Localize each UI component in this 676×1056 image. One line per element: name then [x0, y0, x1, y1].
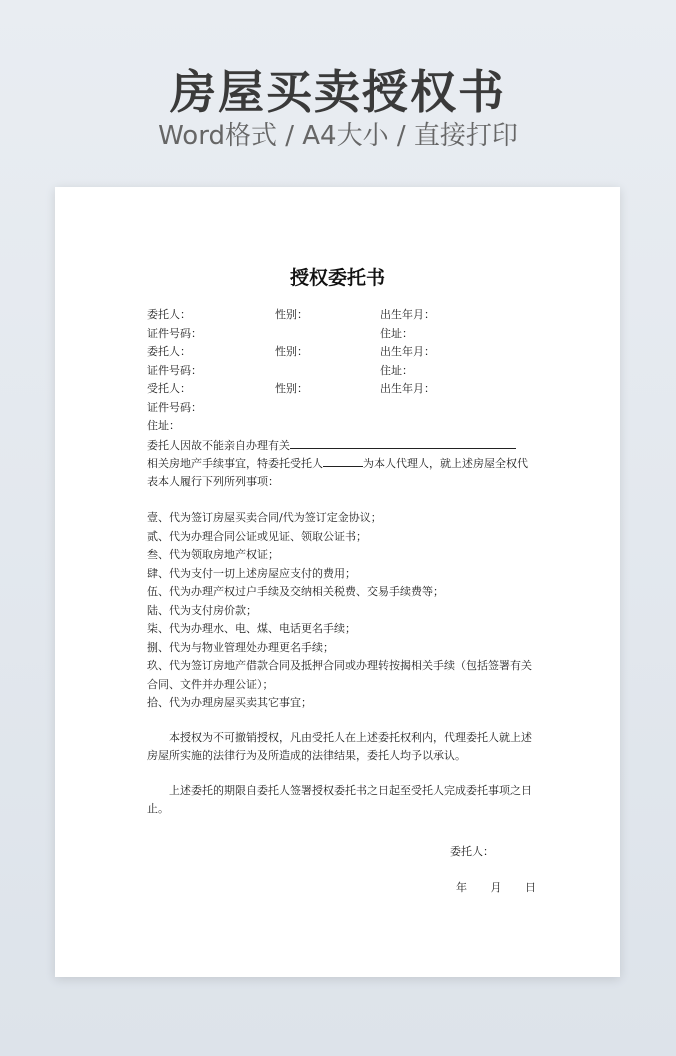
birth-label: 出生年月： — [380, 382, 435, 395]
party-row — [147, 399, 532, 418]
banner-title: 房屋买卖授权书 — [170, 65, 506, 119]
party-row — [147, 380, 532, 399]
list-item: 叁、代为领取房地产权证； — [147, 548, 279, 561]
list-item: 拾、代为办理房屋买卖其它事宜； — [147, 696, 312, 709]
id-number-label: 证件号码： — [147, 363, 202, 377]
list-item: 柒、代为办理水、电、煤、电话更名手续； — [147, 622, 356, 635]
authorized-items — [147, 509, 532, 713]
list-item: 捌、代为与物业管理处办理更名手续； — [147, 640, 334, 654]
list-item: 贰、代为办理合同公证或见证、领取公证书； — [147, 529, 367, 543]
gender-label: 性别： — [275, 382, 308, 395]
id-number-label: 证件号码： — [147, 400, 202, 414]
intro-line: 表本人履行下列所列事项： — [147, 474, 279, 488]
intro-text: 委托人因故不能亲自办理有关 — [147, 438, 290, 452]
gender-label: 性别： — [275, 345, 308, 358]
gender-label: 性别： — [275, 308, 308, 321]
date-day: 日 — [525, 881, 536, 894]
document-title: 授权委托书 — [289, 267, 385, 289]
list-item: 玖、代为签订房地产借款合同及抵押合同或办理转按揭相关手续（包括签署有关合同、文件并办理公证）； — [147, 659, 532, 691]
date-line — [456, 879, 536, 895]
id-number-label: 证件号码： — [147, 326, 202, 340]
agent-blank — [323, 454, 363, 467]
birth-label: 出生年月： — [380, 345, 435, 358]
irrevocable-paragraph: 本授权为不可撤销授权，凡由受托人在上述委托权利内，代理委托人就上述房屋所实施的法律行为及所造成的法律结果，委托人均予以承认。 — [147, 730, 532, 762]
document-page — [55, 187, 620, 977]
date-month: 月 — [490, 881, 502, 894]
intro-text: 相关房地产手续事宜，特委托受托人 — [147, 457, 323, 470]
term-paragraph: 上述委托的期限自委托人签署授权委托书之日起至受托人完成委托事项之日止。 — [147, 783, 532, 815]
agent-label: 受托人： — [147, 382, 191, 395]
party-row — [147, 343, 532, 362]
party-row — [147, 417, 532, 436]
address-label: 住址： — [147, 419, 180, 432]
address-label: 住址： — [380, 363, 413, 377]
party-row — [147, 325, 532, 344]
birth-label: 出生年月： — [380, 308, 435, 321]
list-item: 壹、代为签订房屋买卖合同/代为签订定金协议； — [147, 511, 382, 524]
document-body — [147, 306, 532, 819]
intro-line — [147, 436, 532, 455]
intro-line — [147, 454, 532, 473]
principal-label: 委托人： — [147, 308, 191, 321]
intro-text: 为本人代理人，就上述房屋全权代 — [363, 457, 528, 470]
date-year: 年 — [456, 881, 467, 894]
list-item: 肆、代为支付一切上述房屋应支付的费用； — [147, 566, 356, 580]
principal-label: 委托人： — [147, 345, 191, 358]
property-blank — [290, 436, 516, 449]
party-row — [147, 306, 532, 325]
party-row — [147, 362, 532, 381]
banner-subtitle: Word格式 / A4大小 / 直接打印 — [158, 121, 518, 151]
address-label: 住址： — [380, 326, 413, 340]
list-item: 伍、代为办理产权过户手续及交纳相关税费、交易手续费等； — [147, 585, 444, 598]
signature-label: 委托人： — [450, 845, 494, 858]
list-item: 陆、代为支付房价款； — [147, 603, 257, 617]
